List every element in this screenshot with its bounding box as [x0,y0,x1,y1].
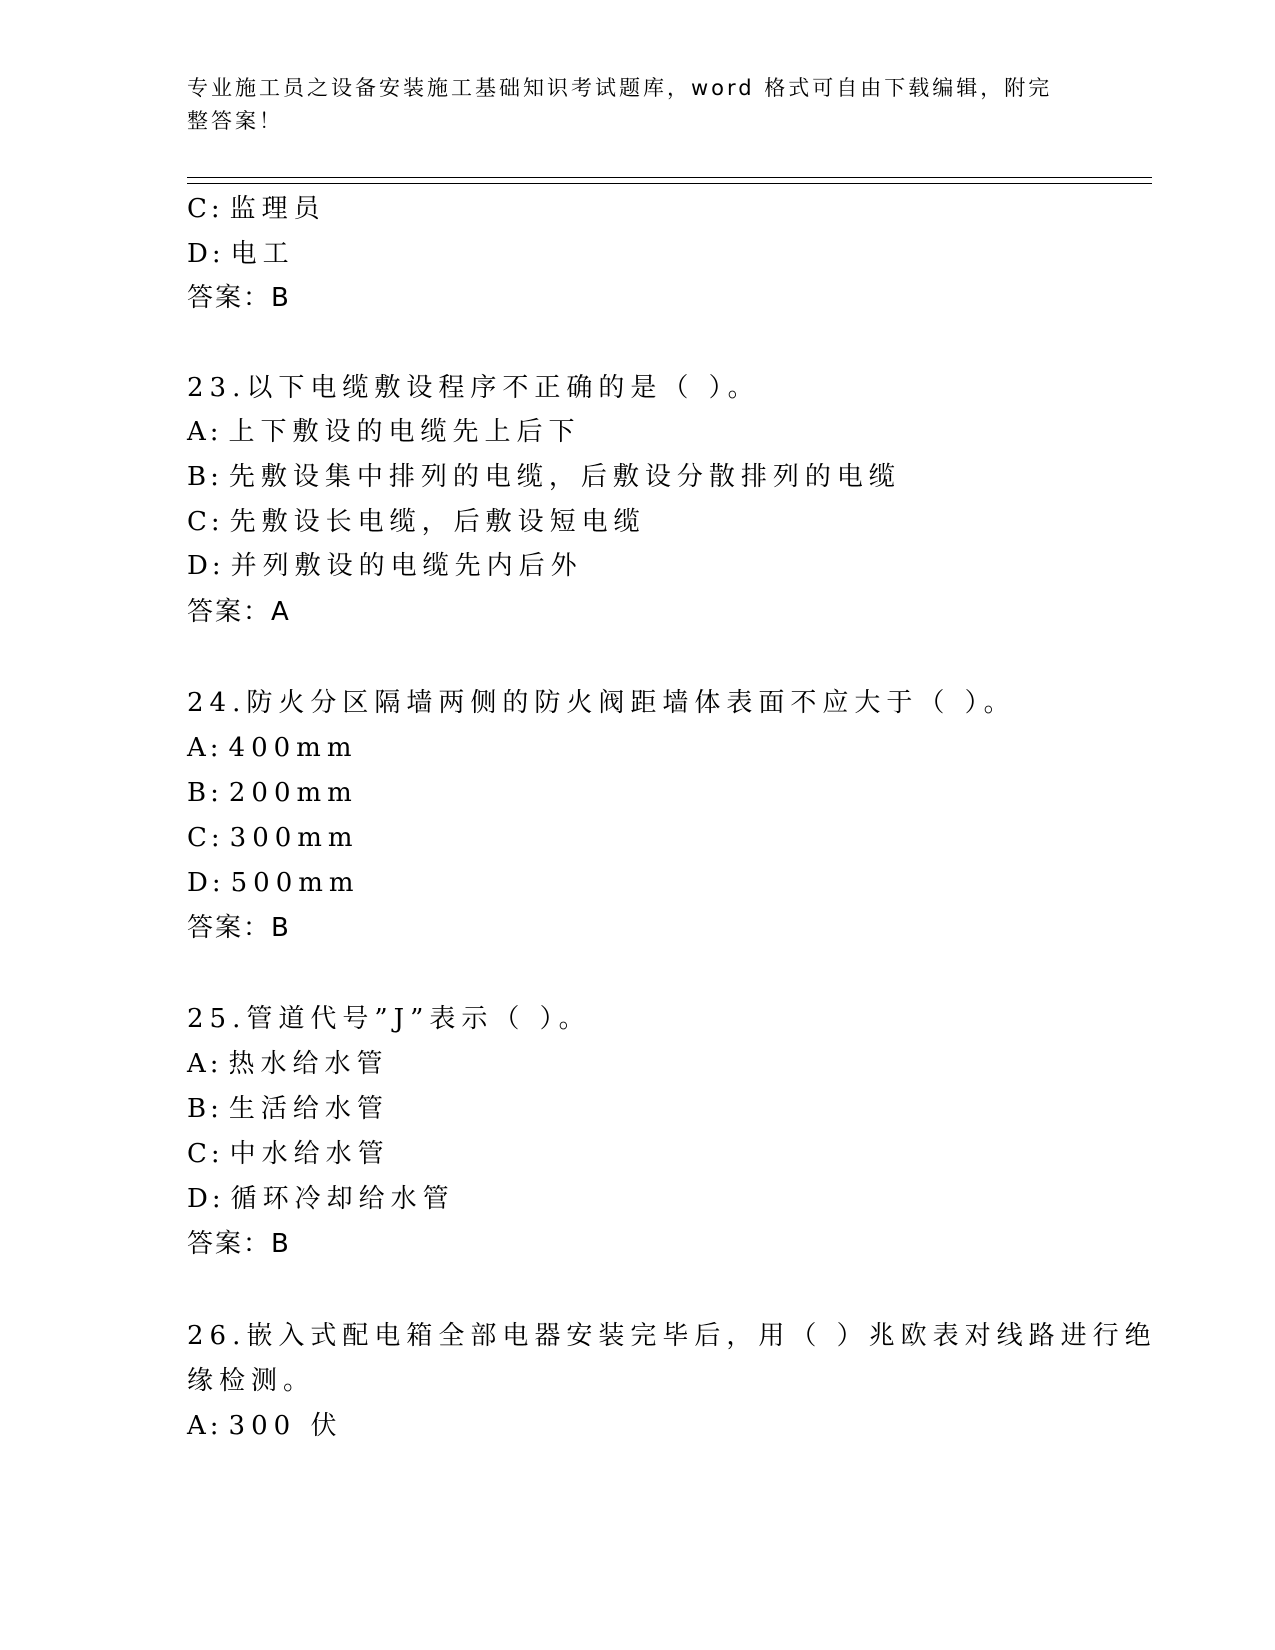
q24-answer: 答案：B [187,913,291,943]
q23-option-c: C: 先敷设长电缆，后敷设短电缆 [187,507,646,537]
q24-option-a: A: 400mm [187,733,358,763]
prev-option-d: D: 电工 [187,239,295,269]
q23-answer: 答案：A [187,597,291,627]
q24-stem: 24.防火分区隔墙两侧的防火阀距墙体表面不应大于（ ）。 [187,688,1016,718]
q25-option-d: D: 循环冷却给水管 [187,1184,455,1214]
prev-option-c: C: 监理员 [187,194,326,224]
header-divider-top [187,177,1152,178]
header-divider-bottom [187,183,1152,184]
q25-answer: 答案：B [187,1229,291,1259]
q24-option-c: C: 300mm [187,823,359,853]
q23-option-b: B: 先敷设集中排列的电缆，后敷设分散排列的电缆 [187,462,901,492]
header-line-1: 专业施工员之设备安装施工基础知识考试题库，word 格式可自由下载编辑，附完 [187,76,1053,100]
document-header [187,72,1067,138]
q23-option-a: A: 上下敷设的电缆先上后下 [187,417,581,447]
q24-option-b: B: 200mm [187,778,358,808]
q26-stem-line-2: 缘检测。 [187,1366,316,1396]
q25-option-a: A: 热水给水管 [187,1049,389,1079]
q26-option-a: A: 300 伏 [187,1411,343,1441]
q25-option-c: C: 中水给水管 [187,1139,390,1169]
q25-stem: 25.管道代号”J”表示（ ）。 [187,1004,591,1034]
header-line-2: 整答案！ [187,109,283,133]
prev-answer: 答案：B [187,283,291,313]
q23-option-d: D: 并列敷设的电缆先内后外 [187,551,583,581]
q25-option-b: B: 生活给水管 [187,1094,389,1124]
q24-option-d: D: 500mm [187,868,360,898]
q23-stem: 23.以下电缆敷设程序不正确的是（ ）。 [187,373,760,403]
q26-stem-line-1: 26.嵌入式配电箱全部电器安装完毕后，用（ ）兆欧表对线路进行绝 [187,1321,1157,1351]
